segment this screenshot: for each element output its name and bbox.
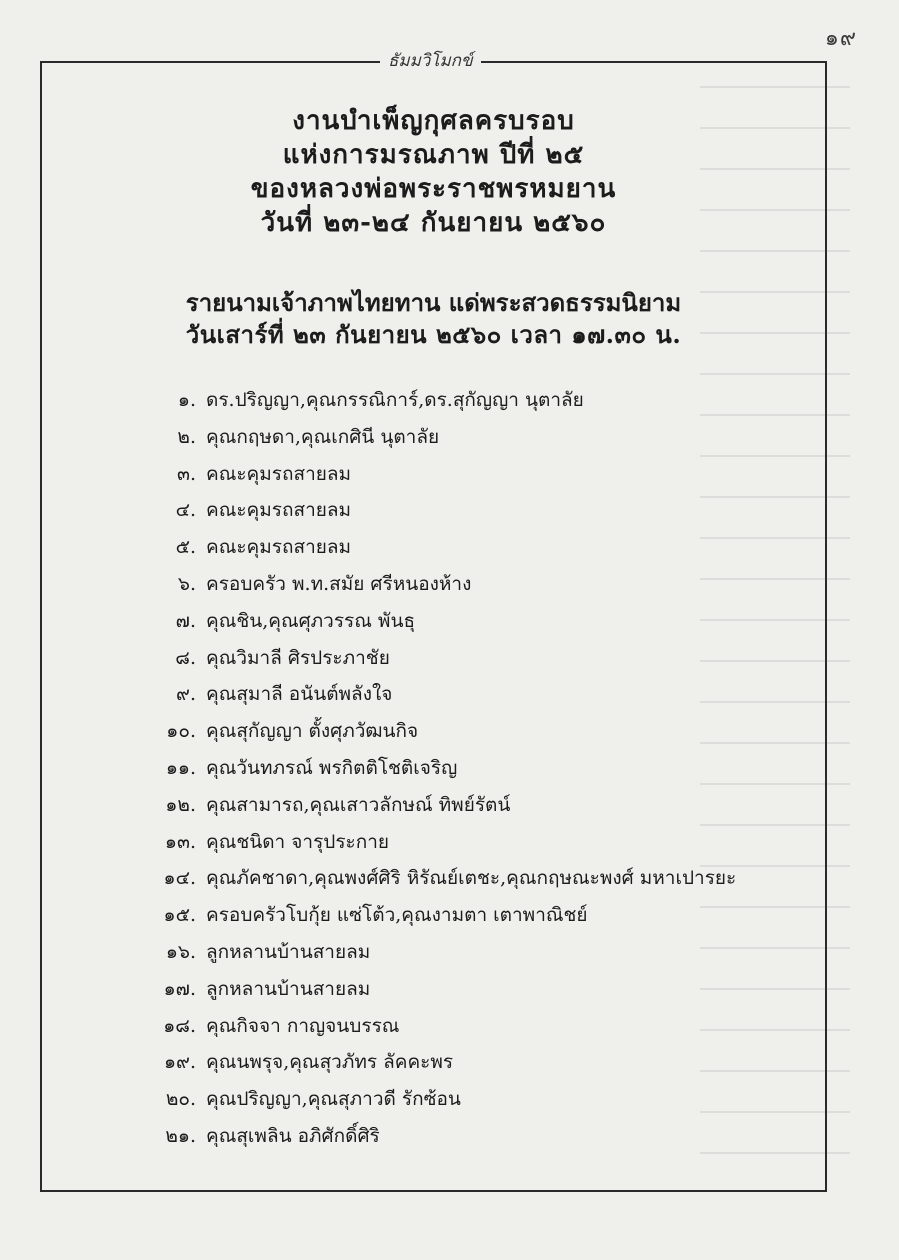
list-item	[150, 603, 850, 640]
item-name: ครอบครัว พ.ท.สมัย ศรีหนองห้าง	[206, 572, 472, 595]
list-item	[150, 529, 850, 566]
item-name: คุณวันทภรณ์ พรกิตติโชติเจริญ	[206, 756, 458, 779]
list-item	[150, 1008, 850, 1045]
item-number: ๒๐.	[165, 1088, 196, 1111]
list-item	[150, 456, 850, 493]
header-line-4: วันที่ ๒๓-๒๔ กันยายน ๒๕๖๐	[260, 208, 607, 238]
item-number: ๑๖.	[165, 940, 196, 963]
header-line-2: แห่งการมรณภาพ ปีที่ ๒๕	[282, 140, 585, 170]
journal-name: ธัมมวิโมกข์	[380, 47, 481, 74]
item-name: คณะคุมรถสายลม	[206, 536, 352, 559]
item-number: ๑๘.	[163, 1014, 196, 1037]
list-item	[150, 934, 850, 971]
item-name: คณะคุมรถสายลม	[206, 462, 352, 485]
item-number: ๔.	[175, 499, 196, 522]
item-number: ๑๔.	[163, 867, 196, 890]
header-line-3: ของหลวงพ่อพระราชพรหมยาน	[250, 174, 617, 204]
item-name: คุณสุกัญญา ตั้งศุภวัฒนกิจ	[206, 720, 419, 743]
item-number: ๘.	[175, 646, 196, 669]
item-number: ๗.	[175, 609, 196, 632]
item-name: ลูกหลานบ้านสายลม	[206, 977, 371, 1000]
item-name: คณะคุมรถสายลม	[206, 499, 352, 522]
list-item	[150, 713, 850, 750]
item-name: คุณกิจจา กาญจนบรรณ	[206, 1014, 400, 1037]
item-number: ๕.	[175, 536, 196, 559]
item-name: คุณภัคชาดา,คุณพงศ์ศิริ หิรัณย์เตชะ,คุณกฤษณะพงศ์ มหาเปารยะ	[206, 867, 737, 890]
item-number: ๖.	[177, 572, 196, 595]
list-item	[150, 787, 850, 824]
header-line-1: งานบำเพ็ญกุศลครบรอบ	[292, 106, 575, 136]
section-title-line-1: รายนามเจ้าภาพไทยทาน แด่พระสวดธรรมนิยาม	[185, 288, 682, 317]
item-number: ๙.	[176, 683, 196, 706]
item-name: คุณสามารถ,คุณเสาวลักษณ์ ทิพย์รัตน์	[206, 793, 511, 816]
item-name: ครอบครัวโบกุ้ย แซ่โต้ว,คุณงามตา เตาพาณิชย์	[206, 904, 588, 927]
item-name: คุณนพรุจ,คุณสุวภัทร ลัคคะพร	[206, 1051, 454, 1074]
list-item	[150, 824, 850, 861]
item-number: ๑๓.	[164, 830, 196, 853]
item-number: ๒๑.	[165, 1124, 196, 1147]
list-item	[150, 1118, 850, 1155]
list-item	[150, 676, 850, 713]
item-name: คุณสุเพลิน อภิศักดิ์ศิริ	[206, 1124, 380, 1147]
item-number: ๑๙.	[163, 1051, 196, 1074]
host-list	[150, 382, 850, 1155]
item-number: ๑.	[177, 389, 196, 411]
page-number: ๑๙	[824, 26, 857, 51]
item-name: ลูกหลานบ้านสายลม	[206, 940, 371, 963]
list-item	[150, 750, 850, 787]
list-item	[150, 1044, 850, 1081]
list-item	[150, 566, 850, 603]
list-item	[150, 419, 850, 456]
item-name: คุณสุมาลี อนันต์พลังใจ	[206, 683, 393, 706]
event-header	[40, 104, 827, 240]
item-number: ๑๕.	[163, 904, 196, 927]
item-number: ๓.	[176, 462, 196, 485]
item-name: คุณกฤษดา,คุณเกศินี นุตาลัย	[206, 425, 440, 448]
list-item	[150, 492, 850, 529]
list-item	[150, 860, 850, 897]
item-number: ๒.	[177, 425, 196, 448]
item-number: ๑๐.	[166, 720, 196, 743]
item-name: คุณชนิดา จารุประกาย	[206, 830, 390, 853]
list-item	[150, 1081, 850, 1118]
item-name: คุณชิน,คุณศุภวรรณ พันธุ	[206, 609, 416, 632]
item-number: ๑๗.	[163, 977, 196, 1000]
section-title	[40, 287, 827, 351]
item-number: ๑๒.	[165, 793, 196, 816]
item-number: ๑๑.	[165, 756, 196, 779]
list-item	[150, 640, 850, 677]
list-item	[150, 971, 850, 1008]
item-name: คุณปริญญา,คุณสุภาวดี รักซ้อน	[206, 1088, 461, 1111]
list-item	[150, 382, 850, 419]
list-item	[150, 897, 850, 934]
item-name: ดร.ปริญญา,คุณกรรณิการ์,ดร.สุกัญญา นุตาลัย	[206, 389, 584, 411]
item-name: คุณวิมาลี ศิรประภาชัย	[206, 646, 390, 669]
section-title-line-2: วันเสาร์ที่ ๒๓ กันยายน ๒๕๖๐ เวลา ๑๗.๓๐ น.	[185, 320, 682, 349]
